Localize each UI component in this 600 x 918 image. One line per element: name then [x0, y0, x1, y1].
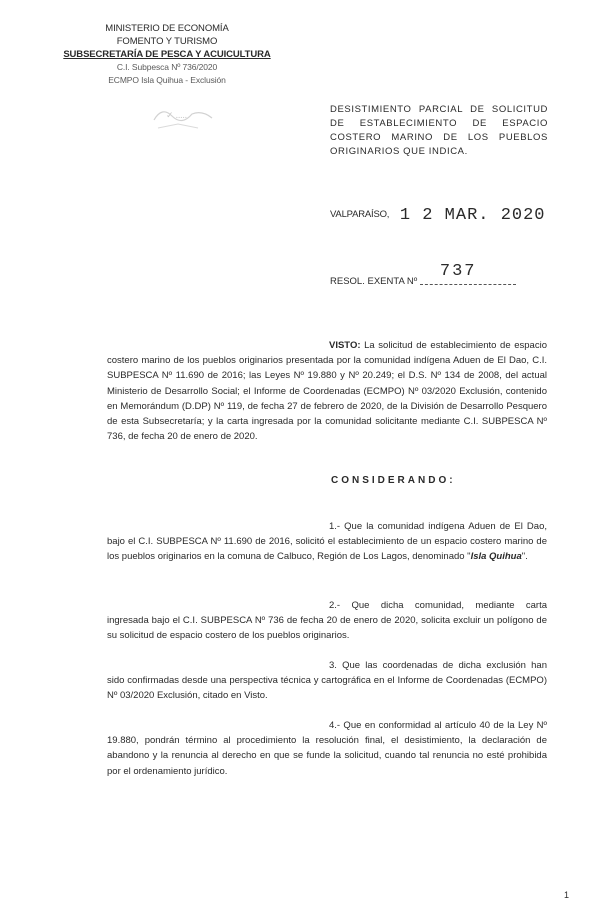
resolution-label: RESOL. EXENTA Nº	[330, 276, 418, 287]
considerando-1-text: 1.- Que la comunidad indígena Aduen de El Dao, bajo el C.I. SUBPESCA Nº 11.690 de 2016, solicitó el establecimiento de un espacio costero marino de los pueblos originarios en la comuna de Calbuco, Región de Los Lagos, denominado "	[107, 521, 547, 563]
considerando-2	[107, 598, 547, 644]
considerando-1	[107, 519, 547, 565]
place-date	[330, 206, 546, 225]
resolution-number-field	[420, 262, 516, 285]
resolution-number: 737	[439, 262, 477, 281]
visto-text: La solicitud de establecimiento de espacio costero marino de los pueblos originarios presentada por la comunidad indígena Aduen de El Dao, C.I. SUBPESCA Nº 11.690 de 2016; las Leyes Nº 19.880 y Nº 20.249; el D.S. Nº 134 de 2008, del actual Ministerio de Desarrollo Social; el Informe de Coordenadas (ECMPO) Nº 03/2020 Exclusión, contenido en Memorándum (D.DP) Nº 119, de fecha 27 de febrero de 2020, de la División de Desarrollo Pesquero de esta Subsecretaría; y la carta ingresada por la comunidad solicitante mediante C.I. SUBPESCA Nº 736, de fecha 20 de enero de 2020.	[107, 340, 547, 443]
considerando-4-text: 4.- Que en conformidad al artículo 40 de la Ley Nº 19.880, pondrán término al procedimiento la resolución final, el desistimiento, la declaración de abandono y la renuncia al derecho en que se funde la solicitud, cuando tal renuncia no esté prohibida por el ordenamiento jurídico.	[107, 720, 547, 777]
stamp-text: ✓ .....	[166, 110, 188, 120]
considerando-heading: CONSIDERANDO:	[331, 475, 456, 486]
reference-title: DESISTIMIENTO PARCIAL DE SOLICITUD DE ESTABLECIMIENTO DE ESPACIO COSTERO MARINO DE LOS PUEBLOS ORIGINARIOS QUE INDICA.	[330, 104, 548, 157]
faint-stamp	[148, 100, 220, 134]
considerando-1-emphasis: Isla Quihua	[470, 551, 522, 563]
ecmpo-reference: ECMPO Isla Quihua - Exclusión	[108, 75, 226, 85]
visto-paragraph	[107, 338, 547, 444]
date-stamp: 1 2 MAR. 2020	[399, 206, 546, 225]
ministry-line-2: FOMENTO Y TURISMO	[116, 36, 218, 47]
page-number: 1	[564, 890, 570, 900]
considerando-3-text: 3. Que las coordenadas de dicha exclusión han sido confirmadas desde una perspectiva técnica y cartográfica en el Informe de Coordenadas (ECMPO) Nº 03/2020 Exclusión, citado en Visto.	[107, 660, 547, 702]
city: VALPARAÍSO,	[330, 209, 390, 220]
ministry-line-1: MINISTERIO DE ECONOMÍA	[105, 23, 229, 34]
resolution-line	[330, 262, 516, 287]
considerando-1-tail: ".	[521, 551, 528, 563]
considerando-2-text: 2.- Que dicha comunidad, mediante carta ingresada bajo el C.I. SUBPESCA Nº 736 de fecha 20 de enero de 2020, solicita excluir un polígono de su solicitud de espacio costero de los pueblos originarios.	[107, 600, 547, 642]
ci-reference: C.I. Subpesca Nº 736/2020	[116, 62, 218, 72]
considerando-3	[107, 658, 547, 704]
considerando-4	[107, 718, 547, 779]
letterhead	[52, 22, 282, 87]
subsecretaria-name: SUBSECRETARÍA DE PESCA Y ACUICULTURA	[63, 49, 271, 60]
visto-lead: VISTO:	[329, 340, 361, 351]
